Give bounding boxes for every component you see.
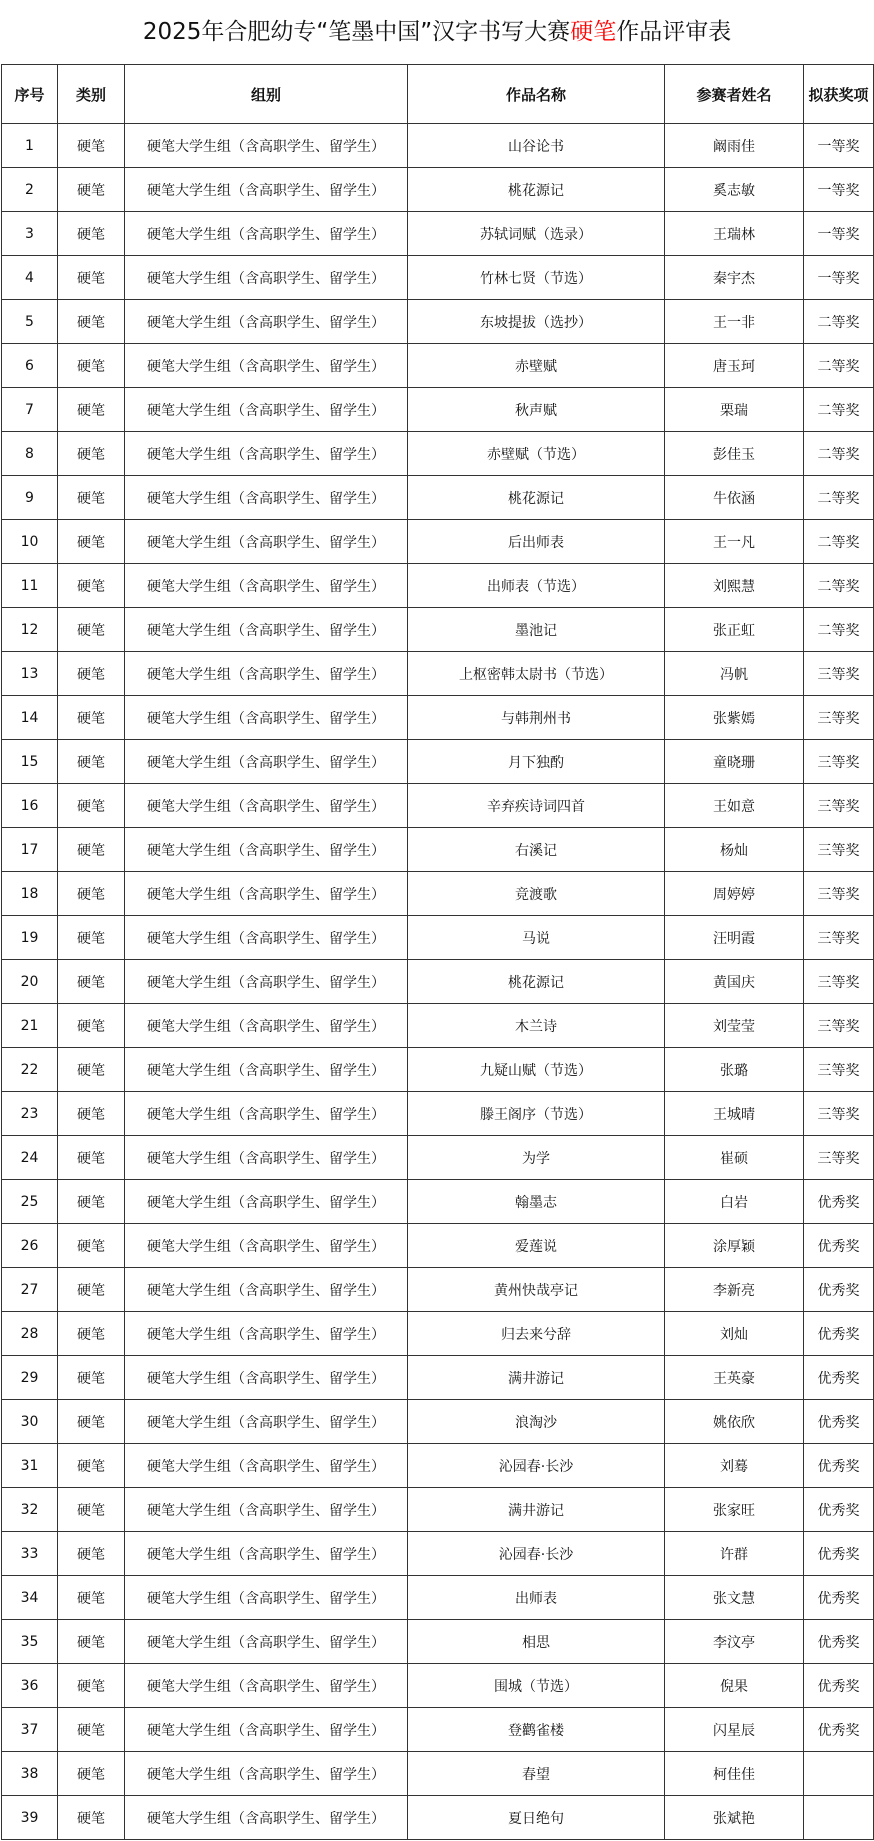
cell-award: 优秀奖 bbox=[804, 1444, 874, 1488]
cell-work: 辛弃疾诗词四首 bbox=[408, 784, 665, 828]
cell-work: 满井游记 bbox=[408, 1488, 665, 1532]
cell-work: 秋声赋 bbox=[408, 388, 665, 432]
header-group: 组别 bbox=[125, 65, 408, 124]
cell-award: 优秀奖 bbox=[804, 1576, 874, 1620]
cell-award: 二等奖 bbox=[804, 564, 874, 608]
cell-award: 优秀奖 bbox=[804, 1532, 874, 1576]
cell-name: 唐玉珂 bbox=[665, 344, 804, 388]
header-row bbox=[2, 65, 874, 124]
cell-group: 硬笔大学生组（含高职学生、留学生） bbox=[125, 168, 408, 212]
cell-work: 爱莲说 bbox=[408, 1224, 665, 1268]
table-row bbox=[2, 476, 874, 520]
cell-no: 34 bbox=[2, 1576, 58, 1620]
cell-category: 硬笔 bbox=[58, 1796, 125, 1840]
cell-no: 29 bbox=[2, 1356, 58, 1400]
cell-category: 硬笔 bbox=[58, 1400, 125, 1444]
table-row bbox=[2, 564, 874, 608]
header-category: 类别 bbox=[58, 65, 125, 124]
cell-award: 三等奖 bbox=[804, 1048, 874, 1092]
cell-work: 围城（节选） bbox=[408, 1664, 665, 1708]
cell-work: 木兰诗 bbox=[408, 1004, 665, 1048]
cell-work: 竹林七贤（节选） bbox=[408, 256, 665, 300]
cell-group: 硬笔大学生组（含高职学生、留学生） bbox=[125, 520, 408, 564]
table-row bbox=[2, 168, 874, 212]
cell-work: 满井游记 bbox=[408, 1356, 665, 1400]
cell-group: 硬笔大学生组（含高职学生、留学生） bbox=[125, 1400, 408, 1444]
cell-work: 沁园春·长沙 bbox=[408, 1444, 665, 1488]
cell-award: 优秀奖 bbox=[804, 1488, 874, 1532]
table-row bbox=[2, 1620, 874, 1664]
cell-name: 刘熙慧 bbox=[665, 564, 804, 608]
cell-category: 硬笔 bbox=[58, 1664, 125, 1708]
cell-group: 硬笔大学生组（含高职学生、留学生） bbox=[125, 1532, 408, 1576]
cell-name: 王瑞林 bbox=[665, 212, 804, 256]
cell-group: 硬笔大学生组（含高职学生、留学生） bbox=[125, 388, 408, 432]
cell-name: 周婷婷 bbox=[665, 872, 804, 916]
cell-group: 硬笔大学生组（含高职学生、留学生） bbox=[125, 872, 408, 916]
cell-work: 相思 bbox=[408, 1620, 665, 1664]
cell-name: 张文慧 bbox=[665, 1576, 804, 1620]
cell-name: 刘莹莹 bbox=[665, 1004, 804, 1048]
cell-category: 硬笔 bbox=[58, 1048, 125, 1092]
cell-award: 三等奖 bbox=[804, 1092, 874, 1136]
cell-category: 硬笔 bbox=[58, 1444, 125, 1488]
cell-no: 11 bbox=[2, 564, 58, 608]
cell-category: 硬笔 bbox=[58, 300, 125, 344]
cell-group: 硬笔大学生组（含高职学生、留学生） bbox=[125, 1136, 408, 1180]
cell-name: 王一非 bbox=[665, 300, 804, 344]
cell-group: 硬笔大学生组（含高职学生、留学生） bbox=[125, 740, 408, 784]
cell-award: 优秀奖 bbox=[804, 1620, 874, 1664]
table-row bbox=[2, 1532, 874, 1576]
cell-work: 滕王阁序（节选） bbox=[408, 1092, 665, 1136]
cell-no: 19 bbox=[2, 916, 58, 960]
table-row bbox=[2, 344, 874, 388]
cell-no: 4 bbox=[2, 256, 58, 300]
table-row bbox=[2, 828, 874, 872]
cell-group: 硬笔大学生组（含高职学生、留学生） bbox=[125, 784, 408, 828]
cell-work: 翰墨志 bbox=[408, 1180, 665, 1224]
cell-no: 17 bbox=[2, 828, 58, 872]
table-row bbox=[2, 1488, 874, 1532]
cell-group: 硬笔大学生组（含高职学生、留学生） bbox=[125, 476, 408, 520]
table-row bbox=[2, 916, 874, 960]
cell-award: 三等奖 bbox=[804, 740, 874, 784]
cell-name: 王一凡 bbox=[665, 520, 804, 564]
cell-no: 20 bbox=[2, 960, 58, 1004]
cell-work: 赤壁赋（节选） bbox=[408, 432, 665, 476]
cell-name: 张璐 bbox=[665, 1048, 804, 1092]
cell-name: 秦宇杰 bbox=[665, 256, 804, 300]
page-title bbox=[0, 0, 874, 64]
cell-work: 出师表（节选） bbox=[408, 564, 665, 608]
cell-name: 张紫嫣 bbox=[665, 696, 804, 740]
table-row bbox=[2, 696, 874, 740]
cell-no: 24 bbox=[2, 1136, 58, 1180]
cell-category: 硬笔 bbox=[58, 960, 125, 1004]
cell-name: 倪果 bbox=[665, 1664, 804, 1708]
cell-category: 硬笔 bbox=[58, 828, 125, 872]
cell-work: 桃花源记 bbox=[408, 960, 665, 1004]
cell-category: 硬笔 bbox=[58, 1224, 125, 1268]
table-row bbox=[2, 1224, 874, 1268]
cell-work: 春望 bbox=[408, 1752, 665, 1796]
cell-award: 优秀奖 bbox=[804, 1664, 874, 1708]
cell-name: 杨灿 bbox=[665, 828, 804, 872]
cell-work: 沁园春·长沙 bbox=[408, 1532, 665, 1576]
cell-name: 崔硕 bbox=[665, 1136, 804, 1180]
cell-category: 硬笔 bbox=[58, 1180, 125, 1224]
cell-award: 三等奖 bbox=[804, 696, 874, 740]
cell-group: 硬笔大学生组（含高职学生、留学生） bbox=[125, 1752, 408, 1796]
cell-category: 硬笔 bbox=[58, 916, 125, 960]
cell-category: 硬笔 bbox=[58, 124, 125, 168]
cell-category: 硬笔 bbox=[58, 652, 125, 696]
cell-award: 优秀奖 bbox=[804, 1180, 874, 1224]
cell-no: 3 bbox=[2, 212, 58, 256]
table-row bbox=[2, 300, 874, 344]
cell-group: 硬笔大学生组（含高职学生、留学生） bbox=[125, 1576, 408, 1620]
cell-name: 张斌艳 bbox=[665, 1796, 804, 1840]
cell-work: 苏轼词赋（选录） bbox=[408, 212, 665, 256]
cell-award: 二等奖 bbox=[804, 608, 874, 652]
cell-no: 5 bbox=[2, 300, 58, 344]
cell-group: 硬笔大学生组（含高职学生、留学生） bbox=[125, 960, 408, 1004]
cell-work: 为学 bbox=[408, 1136, 665, 1180]
cell-name: 刘灿 bbox=[665, 1312, 804, 1356]
cell-category: 硬笔 bbox=[58, 872, 125, 916]
table-row bbox=[2, 1796, 874, 1840]
table-row bbox=[2, 1048, 874, 1092]
cell-work: 出师表 bbox=[408, 1576, 665, 1620]
cell-award: 优秀奖 bbox=[804, 1224, 874, 1268]
cell-group: 硬笔大学生组（含高职学生、留学生） bbox=[125, 344, 408, 388]
cell-work: 马说 bbox=[408, 916, 665, 960]
cell-category: 硬笔 bbox=[58, 1004, 125, 1048]
cell-name: 白岩 bbox=[665, 1180, 804, 1224]
cell-work: 登鹳雀楼 bbox=[408, 1708, 665, 1752]
cell-no: 12 bbox=[2, 608, 58, 652]
cell-award: 三等奖 bbox=[804, 916, 874, 960]
cell-no: 30 bbox=[2, 1400, 58, 1444]
header-award: 拟获奖项 bbox=[804, 65, 874, 124]
cell-award: 一等奖 bbox=[804, 124, 874, 168]
table-row bbox=[2, 1444, 874, 1488]
cell-no: 1 bbox=[2, 124, 58, 168]
cell-work: 赤壁赋 bbox=[408, 344, 665, 388]
cell-work: 东坡提拔（选抄） bbox=[408, 300, 665, 344]
cell-no: 37 bbox=[2, 1708, 58, 1752]
cell-no: 22 bbox=[2, 1048, 58, 1092]
cell-work: 浪淘沙 bbox=[408, 1400, 665, 1444]
cell-group: 硬笔大学生组（含高职学生、留学生） bbox=[125, 1180, 408, 1224]
cell-no: 16 bbox=[2, 784, 58, 828]
cell-award: 一等奖 bbox=[804, 212, 874, 256]
table-row bbox=[2, 432, 874, 476]
cell-category: 硬笔 bbox=[58, 1092, 125, 1136]
cell-category: 硬笔 bbox=[58, 696, 125, 740]
table-row bbox=[2, 1400, 874, 1444]
cell-group: 硬笔大学生组（含高职学生、留学生） bbox=[125, 1092, 408, 1136]
cell-group: 硬笔大学生组（含高职学生、留学生） bbox=[125, 212, 408, 256]
cell-no: 2 bbox=[2, 168, 58, 212]
cell-work: 后出师表 bbox=[408, 520, 665, 564]
cell-work: 九疑山赋（节选） bbox=[408, 1048, 665, 1092]
cell-no: 14 bbox=[2, 696, 58, 740]
cell-category: 硬笔 bbox=[58, 740, 125, 784]
cell-group: 硬笔大学生组（含高职学生、留学生） bbox=[125, 1620, 408, 1664]
cell-no: 38 bbox=[2, 1752, 58, 1796]
cell-group: 硬笔大学生组（含高职学生、留学生） bbox=[125, 652, 408, 696]
review-table bbox=[1, 64, 874, 1840]
cell-no: 28 bbox=[2, 1312, 58, 1356]
cell-work: 夏日绝句 bbox=[408, 1796, 665, 1840]
cell-name: 童晓珊 bbox=[665, 740, 804, 784]
cell-name: 王城晴 bbox=[665, 1092, 804, 1136]
table-row bbox=[2, 1664, 874, 1708]
cell-group: 硬笔大学生组（含高职学生、留学生） bbox=[125, 916, 408, 960]
cell-group: 硬笔大学生组（含高职学生、留学生） bbox=[125, 1268, 408, 1312]
cell-category: 硬笔 bbox=[58, 1752, 125, 1796]
cell-award: 三等奖 bbox=[804, 1136, 874, 1180]
cell-work: 上枢密韩太尉书（节选） bbox=[408, 652, 665, 696]
table-row bbox=[2, 256, 874, 300]
cell-no: 6 bbox=[2, 344, 58, 388]
cell-group: 硬笔大学生组（含高职学生、留学生） bbox=[125, 1356, 408, 1400]
table-row bbox=[2, 872, 874, 916]
cell-award: 二等奖 bbox=[804, 520, 874, 564]
cell-no: 15 bbox=[2, 740, 58, 784]
cell-name: 柯佳佳 bbox=[665, 1752, 804, 1796]
cell-work: 桃花源记 bbox=[408, 476, 665, 520]
table-row bbox=[2, 212, 874, 256]
cell-work: 与韩荆州书 bbox=[408, 696, 665, 740]
cell-group: 硬笔大学生组（含高职学生、留学生） bbox=[125, 828, 408, 872]
cell-category: 硬笔 bbox=[58, 212, 125, 256]
cell-group: 硬笔大学生组（含高职学生、留学生） bbox=[125, 1312, 408, 1356]
cell-work: 竞渡歌 bbox=[408, 872, 665, 916]
cell-group: 硬笔大学生组（含高职学生、留学生） bbox=[125, 1444, 408, 1488]
cell-category: 硬笔 bbox=[58, 784, 125, 828]
cell-no: 18 bbox=[2, 872, 58, 916]
table-row bbox=[2, 1312, 874, 1356]
cell-name: 许群 bbox=[665, 1532, 804, 1576]
cell-name: 涂厚颖 bbox=[665, 1224, 804, 1268]
cell-award: 优秀奖 bbox=[804, 1400, 874, 1444]
cell-group: 硬笔大学生组（含高职学生、留学生） bbox=[125, 608, 408, 652]
cell-name: 张家旺 bbox=[665, 1488, 804, 1532]
table-row bbox=[2, 388, 874, 432]
header-name: 参赛者姓名 bbox=[665, 65, 804, 124]
cell-award: 三等奖 bbox=[804, 784, 874, 828]
cell-award: 三等奖 bbox=[804, 872, 874, 916]
cell-no: 7 bbox=[2, 388, 58, 432]
cell-no: 23 bbox=[2, 1092, 58, 1136]
cell-category: 硬笔 bbox=[58, 1576, 125, 1620]
cell-no: 9 bbox=[2, 476, 58, 520]
cell-group: 硬笔大学生组（含高职学生、留学生） bbox=[125, 300, 408, 344]
table-row bbox=[2, 740, 874, 784]
cell-category: 硬笔 bbox=[58, 256, 125, 300]
cell-award: 优秀奖 bbox=[804, 1312, 874, 1356]
cell-work: 月下独酌 bbox=[408, 740, 665, 784]
table-row bbox=[2, 1576, 874, 1620]
table-row bbox=[2, 1752, 874, 1796]
cell-award: 三等奖 bbox=[804, 828, 874, 872]
cell-no: 27 bbox=[2, 1268, 58, 1312]
cell-work: 归去来兮辞 bbox=[408, 1312, 665, 1356]
cell-name: 李新亮 bbox=[665, 1268, 804, 1312]
cell-category: 硬笔 bbox=[58, 1488, 125, 1532]
cell-category: 硬笔 bbox=[58, 388, 125, 432]
cell-award: 二等奖 bbox=[804, 476, 874, 520]
cell-group: 硬笔大学生组（含高职学生、留学生） bbox=[125, 1224, 408, 1268]
cell-category: 硬笔 bbox=[58, 476, 125, 520]
cell-category: 硬笔 bbox=[58, 520, 125, 564]
table-row bbox=[2, 608, 874, 652]
table-row bbox=[2, 1268, 874, 1312]
cell-no: 13 bbox=[2, 652, 58, 696]
table-row bbox=[2, 1180, 874, 1224]
cell-group: 硬笔大学生组（含高职学生、留学生） bbox=[125, 1708, 408, 1752]
table-row bbox=[2, 652, 874, 696]
cell-group: 硬笔大学生组（含高职学生、留学生） bbox=[125, 256, 408, 300]
cell-award: 三等奖 bbox=[804, 1004, 874, 1048]
cell-award bbox=[804, 1752, 874, 1796]
cell-no: 33 bbox=[2, 1532, 58, 1576]
cell-name: 张正虹 bbox=[665, 608, 804, 652]
cell-work: 桃花源记 bbox=[408, 168, 665, 212]
cell-award: 一等奖 bbox=[804, 256, 874, 300]
cell-name: 奚志敏 bbox=[665, 168, 804, 212]
cell-no: 32 bbox=[2, 1488, 58, 1532]
cell-no: 25 bbox=[2, 1180, 58, 1224]
cell-award: 优秀奖 bbox=[804, 1708, 874, 1752]
cell-category: 硬笔 bbox=[58, 1136, 125, 1180]
cell-work: 黄州快哉亭记 bbox=[408, 1268, 665, 1312]
table-row bbox=[2, 1004, 874, 1048]
title-text: 2025年合肥幼专“笔墨中国”汉字书写大赛 bbox=[142, 19, 571, 45]
cell-group: 硬笔大学生组（含高职学生、留学生） bbox=[125, 1048, 408, 1092]
table-row bbox=[2, 520, 874, 564]
cell-no: 36 bbox=[2, 1664, 58, 1708]
cell-category: 硬笔 bbox=[58, 344, 125, 388]
cell-group: 硬笔大学生组（含高职学生、留学生） bbox=[125, 124, 408, 168]
cell-no: 10 bbox=[2, 520, 58, 564]
cell-award: 优秀奖 bbox=[804, 1356, 874, 1400]
cell-name: 刘蓦 bbox=[665, 1444, 804, 1488]
cell-award bbox=[804, 1796, 874, 1840]
cell-name: 李汶亭 bbox=[665, 1620, 804, 1664]
cell-category: 硬笔 bbox=[58, 1708, 125, 1752]
cell-award: 二等奖 bbox=[804, 432, 874, 476]
cell-no: 26 bbox=[2, 1224, 58, 1268]
cell-work: 右溪记 bbox=[408, 828, 665, 872]
title-highlight: 硬笔 bbox=[570, 19, 617, 45]
cell-category: 硬笔 bbox=[58, 1532, 125, 1576]
cell-category: 硬笔 bbox=[58, 564, 125, 608]
table-row bbox=[2, 1356, 874, 1400]
cell-name: 黄国庆 bbox=[665, 960, 804, 1004]
cell-name: 彭佳玉 bbox=[665, 432, 804, 476]
cell-category: 硬笔 bbox=[58, 1356, 125, 1400]
cell-group: 硬笔大学生组（含高职学生、留学生） bbox=[125, 1488, 408, 1532]
cell-name: 姚依欣 bbox=[665, 1400, 804, 1444]
cell-no: 21 bbox=[2, 1004, 58, 1048]
table-row bbox=[2, 960, 874, 1004]
header-work: 作品名称 bbox=[408, 65, 665, 124]
table-row bbox=[2, 1092, 874, 1136]
cell-category: 硬笔 bbox=[58, 608, 125, 652]
cell-name: 冯帆 bbox=[665, 652, 804, 696]
table-row bbox=[2, 124, 874, 168]
cell-name: 王如意 bbox=[665, 784, 804, 828]
cell-category: 硬笔 bbox=[58, 432, 125, 476]
cell-name: 牛依涵 bbox=[665, 476, 804, 520]
cell-group: 硬笔大学生组（含高职学生、留学生） bbox=[125, 1004, 408, 1048]
cell-name: 王英豪 bbox=[665, 1356, 804, 1400]
cell-category: 硬笔 bbox=[58, 1312, 125, 1356]
cell-award: 二等奖 bbox=[804, 344, 874, 388]
cell-name: 阚雨佳 bbox=[665, 124, 804, 168]
cell-award: 三等奖 bbox=[804, 960, 874, 1004]
cell-name: 闪星辰 bbox=[665, 1708, 804, 1752]
cell-no: 8 bbox=[2, 432, 58, 476]
cell-name: 汪明霞 bbox=[665, 916, 804, 960]
cell-group: 硬笔大学生组（含高职学生、留学生） bbox=[125, 564, 408, 608]
cell-group: 硬笔大学生组（含高职学生、留学生） bbox=[125, 1796, 408, 1840]
cell-category: 硬笔 bbox=[58, 1620, 125, 1664]
table-row bbox=[2, 1136, 874, 1180]
cell-award: 优秀奖 bbox=[804, 1268, 874, 1312]
cell-group: 硬笔大学生组（含高职学生、留学生） bbox=[125, 696, 408, 740]
cell-award: 三等奖 bbox=[804, 652, 874, 696]
cell-category: 硬笔 bbox=[58, 1268, 125, 1312]
cell-award: 一等奖 bbox=[804, 168, 874, 212]
title-text-end: 作品评审表 bbox=[616, 19, 732, 45]
cell-no: 39 bbox=[2, 1796, 58, 1840]
cell-category: 硬笔 bbox=[58, 168, 125, 212]
cell-no: 31 bbox=[2, 1444, 58, 1488]
cell-award: 二等奖 bbox=[804, 300, 874, 344]
cell-award: 二等奖 bbox=[804, 388, 874, 432]
table-row bbox=[2, 784, 874, 828]
cell-no: 35 bbox=[2, 1620, 58, 1664]
cell-name: 栗瑞 bbox=[665, 388, 804, 432]
cell-group: 硬笔大学生组（含高职学生、留学生） bbox=[125, 1664, 408, 1708]
table-body bbox=[2, 124, 874, 1840]
cell-work: 山谷论书 bbox=[408, 124, 665, 168]
cell-work: 墨池记 bbox=[408, 608, 665, 652]
cell-group: 硬笔大学生组（含高职学生、留学生） bbox=[125, 432, 408, 476]
table-row bbox=[2, 1708, 874, 1752]
header-no: 序号 bbox=[2, 65, 58, 124]
